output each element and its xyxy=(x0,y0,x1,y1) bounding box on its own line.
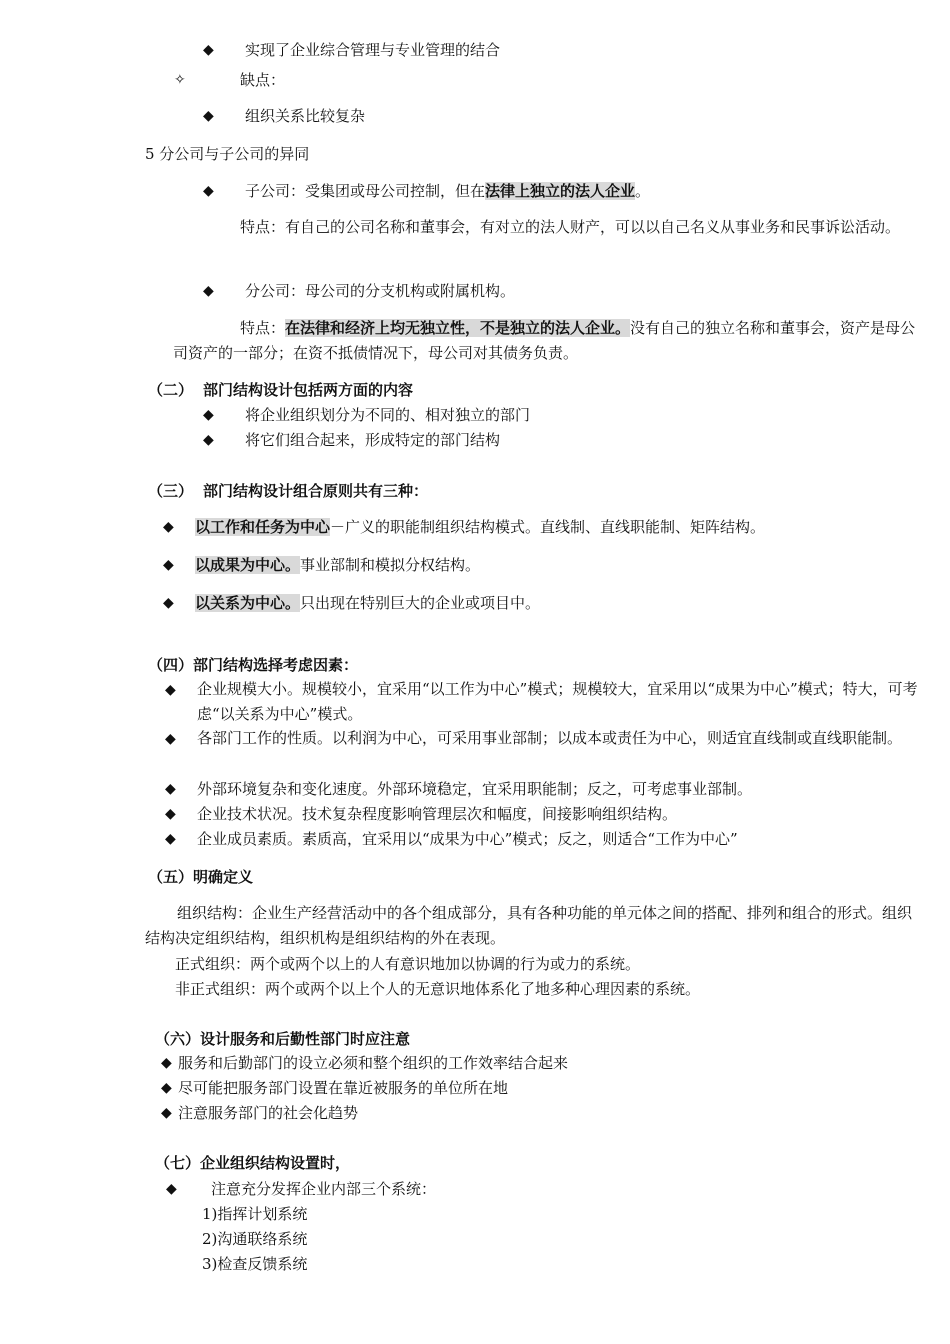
list-item: 3)检查反馈系统 xyxy=(202,1255,308,1273)
diamond-bullet-icon: ◆ xyxy=(165,806,176,822)
diamond-bullet-icon: ◆ xyxy=(203,432,214,448)
diamond-bullet-icon: ◆ xyxy=(203,42,214,58)
list-item: 以关系为中心。只出现在特别巨大的企业或项目中。 xyxy=(195,594,541,612)
definition-paragraph: 非正式组织：两个或两个以上个人的无意识地体系化了地多种心理因素的系统。 xyxy=(175,980,701,998)
list-item: 企业规模大小。规模较小，宜采用“以工作为中心”模式；规模较大，宜采用以“成果为中心”模式；特大，可考虑“以关系为中心”模式。 xyxy=(197,680,918,723)
diamond-bullet-icon: ◆ xyxy=(166,1181,177,1197)
list-item: 注意服务部门的社会化趋势 xyxy=(178,1104,359,1122)
section-5-title: 5 分公司与子公司的异同 xyxy=(145,145,310,163)
list-item: 1)指挥计划系统 xyxy=(202,1205,308,1223)
diamond-bullet-icon: ◆ xyxy=(163,595,174,611)
section-5b-title: （五）明确定义 xyxy=(148,868,254,886)
section-3-number: （三） xyxy=(148,482,194,500)
section-4-title: （四）部门结构选择考虑因素： xyxy=(148,656,359,674)
diamond-bullet-icon: ◆ xyxy=(203,183,214,199)
advantage-text: 实现了企业综合管理与专业管理的结合 xyxy=(245,41,501,59)
section-6-title: （六）设计服务和后勤性部门时应注意 xyxy=(155,1030,411,1048)
definition-paragraph: 组织结构：企业生产经营活动中的各个组成部分，具有各种功能的单元体之间的搭配、排列和组合的形式。组织结构决定组织结构，组织机构是组织结构的外在表现。 xyxy=(145,904,913,947)
list-item: 尽可能把服务部门设置在靠近被服务的单位所在地 xyxy=(178,1079,509,1097)
list-item: 服务和后勤部门的设立必须和整个组织的工作效率结合起来 xyxy=(178,1054,569,1072)
list-item: 2)沟通联络系统 xyxy=(202,1230,308,1248)
list-item: 将它们组合起来，形成特定的部门结构 xyxy=(245,431,501,449)
diamond-bullet-icon: ◆ xyxy=(203,283,214,299)
highlight-text: 法律上独立的法人企业 xyxy=(485,182,636,200)
diamond-bullet-icon: ◆ xyxy=(165,781,176,797)
section-2-title: 部门结构设计包括两方面的内容 xyxy=(203,381,414,399)
diamond-bullet-icon: ◆ xyxy=(203,108,214,124)
list-item: 各部门工作的性质。以利润为中心，可采用事业部制；以成本或责任为中心，则适宜直线制或直线职能制。 xyxy=(197,729,903,747)
system-lead-text: 注意充分发挥企业内部三个系统： xyxy=(211,1180,437,1198)
diamond-bullet-icon: ◆ xyxy=(203,407,214,423)
cons-text: 组织关系比较复杂 xyxy=(245,107,366,125)
list-item: 以成果为中心。事业部制和模拟分权结构。 xyxy=(195,556,481,574)
diamond-bullet-icon: ◆ xyxy=(165,731,176,747)
highlight-text: 在法律和经济上均无独立性，不是独立的法人企业。 xyxy=(285,319,631,337)
list-item: 将企业组织划分为不同的、相对独立的部门 xyxy=(245,406,531,424)
diamond-bullet-icon: ◆ xyxy=(161,1080,172,1096)
diamond-bullet-icon: ◆ xyxy=(161,1105,172,1121)
section-7-title: （七）企业组织结构设置时， xyxy=(155,1154,351,1172)
highlight-text: 以关系为中心。 xyxy=(195,594,301,612)
list-item: 企业技术状况。技术复杂程度影响管理层次和幅度，间接影响组织结构。 xyxy=(197,805,678,823)
diamond-bullet-icon: ◆ xyxy=(161,1055,172,1071)
subsidiary-definition: 子公司：受集团或母公司控制，但在法律上独立的法人企业。 xyxy=(245,182,651,200)
diamond-bullet-icon: ◆ xyxy=(165,831,176,847)
highlight-text: 以成果为中心。 xyxy=(195,556,301,574)
list-item: 外部环境复杂和变化速度。外部环境稳定，宜采用职能制；反之，可考虑事业部制。 xyxy=(197,780,753,798)
highlight-text: 以工作和任务为中心 xyxy=(195,518,331,536)
diamond-bullet-icon: ◆ xyxy=(163,557,174,573)
section-2-number: （二） xyxy=(148,381,194,399)
list-item: 以工作和任务为中心－广义的职能制组织结构模式。直线制、直线职能制、矩阵结构。 xyxy=(195,518,766,536)
diamond-bullet-icon: ◆ xyxy=(163,519,174,535)
definition-paragraph: 正式组织：两个或两个以上的人有意识地加以协调的行为或力的系统。 xyxy=(175,955,641,973)
branch-features: 特点：在法律和经济上均无独立性，不是独立的法人企业。没有自己的独立名称和董事会，资产是母公司资产的一部分；在资不抵债情况下，母公司对其债务负责。 xyxy=(173,319,916,362)
list-item: 企业成员素质。素质高，宜采用以“成果为中心”模式；反之，则适合“工作为中心” xyxy=(197,830,738,848)
subsidiary-features: 特点：有自己的公司名称和董事会，有对立的法人财产，可以以自己名义从事业务和民事诉讼活动。 xyxy=(240,218,901,236)
star-bullet-icon: ✧ xyxy=(174,72,186,88)
diamond-bullet-icon: ◆ xyxy=(165,682,176,698)
cons-label: 缺点： xyxy=(240,71,286,89)
section-3-title: 部门结构设计组合原则共有三种： xyxy=(203,482,429,500)
branch-definition: 分公司：母公司的分支机构或附属机构。 xyxy=(245,282,516,300)
